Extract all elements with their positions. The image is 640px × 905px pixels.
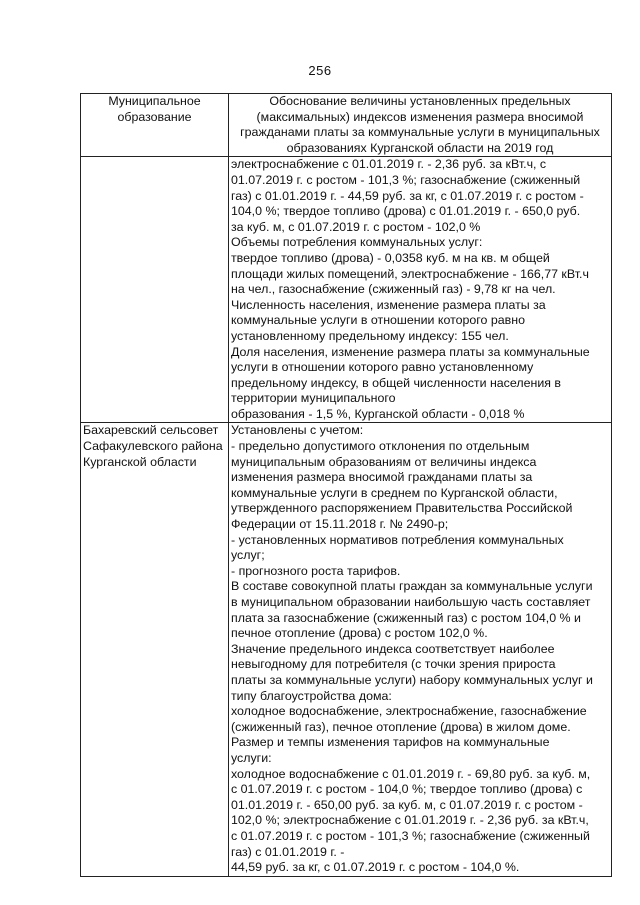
table-header-row	[81, 94, 612, 157]
text-line: газ) с 01.01.2019 г. -	[231, 844, 345, 859]
text-line: услуг;	[231, 548, 265, 563]
text-line: с 01.07.2019 г. с ростом - 101,3 %; газоснабжение (сжиженный	[231, 828, 590, 843]
text-line: платы за коммунальные услуги) набору коммунальных услуг и	[231, 672, 593, 687]
text-line: 01.01.2019 г. - 650,00 руб. за куб. м, с 01.07.2019 г. с ростом -	[231, 797, 583, 812]
text-line: за куб. м, с 01.07.2019 г. с ростом - 102,0 %	[231, 219, 481, 234]
text-line: изменения размера вносимой гражданами платы за	[231, 470, 533, 485]
municipality-cell	[81, 423, 229, 876]
justification-cell	[229, 157, 612, 423]
text-line: печное отопление (дрова) с ростом 102,0 %.	[231, 626, 488, 641]
text-line: Размер и темпы изменения тарифов на коммунальные	[231, 735, 550, 750]
page-number: 256	[308, 63, 332, 78]
text-line: - предельно допустимого отклонения по отдельным	[231, 439, 530, 454]
text-line: - прогнозного роста тарифов.	[231, 563, 401, 578]
text-line: В составе совокупной платы граждан за коммунальные услуги	[231, 579, 593, 594]
text-line: коммунальные услуги в среднем по Курганской области,	[231, 485, 558, 500]
text-line: услуги в отношении которого равно установленному	[231, 360, 534, 375]
text-line: холодное водоснабжение, электроснабжение, газоснабжение	[231, 704, 587, 719]
text-line: (сжиженный газ), печное отопление (дрова) в жилом доме.	[231, 719, 571, 734]
table-row	[81, 423, 612, 876]
text-line: услуги:	[231, 750, 272, 765]
text-line: холодное водоснабжение с 01.01.2019 г. - 69,80 руб. за куб. м,	[231, 766, 591, 781]
text-line: 102,0 %; электроснабжение с 01.01.2019 г. - 2,36 руб. за кВт.ч,	[231, 813, 589, 828]
text-line: - установленных нормативов потребления коммунальных	[231, 532, 564, 547]
header-municipality: Муниципальное образование	[81, 94, 229, 157]
text-line: площади жилых помещений, электроснабжение - 166,77 кВт.ч	[231, 266, 589, 281]
text-line: 01.07.2019 г. с ростом - 101,3 %; газоснабжение (сжиженный	[231, 172, 581, 187]
table-row	[81, 157, 612, 423]
municipality-line: Бахаревский сельсовет	[83, 423, 219, 438]
justification-cell	[229, 423, 612, 876]
text-line: Численность населения, изменение размера платы за	[231, 297, 546, 312]
municipality-cell-empty	[81, 157, 229, 423]
text-line: 44,59 руб. за кг, с 01.07.2019 г. с ростом - 104,0 %.	[231, 860, 520, 875]
text-line: газ) с 01.01.2019 г. - 44,59 руб. за кг, с 01.07.2019 г. с ростом -	[231, 188, 584, 203]
text-line: муниципальным образованиям от величины индекса	[231, 454, 537, 469]
tariff-index-table	[80, 93, 612, 877]
text-line: невыгодному для потребителя (с точки зрения прироста	[231, 657, 556, 672]
text-line: Значение предельного индекса соответствует наиболее	[231, 641, 555, 656]
text-line: территории муниципального	[231, 391, 396, 406]
text-line: коммунальные услуги в отношении которого равно	[231, 313, 525, 328]
text-line: образования - 1,5 %, Курганской области - 0,018 %	[231, 406, 525, 421]
text-line: на чел., газоснабжение (сжиженный газ) - 9,78 кг на чел.	[231, 282, 556, 297]
text-line: электроснабжение с 01.01.2019 г. - 2,36 руб. за кВт.ч, с	[231, 157, 547, 172]
text-line: Объемы потребления коммунальных услуг:	[231, 235, 483, 250]
text-line: с 01.07.2019 г. с ростом - 104,0 %; твердое топливо (дрова) с	[231, 782, 583, 797]
text-line: плата за газоснабжение (сжиженный газ) с ростом 104,0 % и	[231, 610, 581, 625]
text-line: твердое топливо (дрова) - 0,0358 куб. м на кв. м общей	[231, 250, 550, 265]
header-justification: Обоснование величины установленных предельных (максимальных) индексов изменения размера вносимой гражданами платы за коммунальные услуги в муниципальных образованиях Курганской области на 2019 год	[229, 94, 612, 157]
text-line: предельному индексу, в общей численности населения в	[231, 375, 561, 390]
text-line: 104,0 %; твердое топливо (дрова) с 01.01.2019 г. - 650,0 руб.	[231, 204, 581, 219]
text-line: Доля населения, изменение размера платы за коммунальные	[231, 344, 590, 359]
text-line: утвержденного распоряжением Правительства Российской	[231, 501, 573, 516]
text-line: в муниципальном образовании наибольшую часть составляет	[231, 595, 591, 609]
municipality-line: Сафакулевского района	[83, 439, 223, 454]
text-line: типу благоустройства дома:	[231, 688, 392, 703]
text-line: Установлены с учетом:	[231, 423, 364, 438]
text-line: установленному предельному индексу: 155 чел.	[231, 328, 509, 343]
municipality-line: Курганской области	[83, 454, 197, 469]
text-line: Федерации от 15.11.2018 г. № 2490-р;	[231, 517, 449, 532]
